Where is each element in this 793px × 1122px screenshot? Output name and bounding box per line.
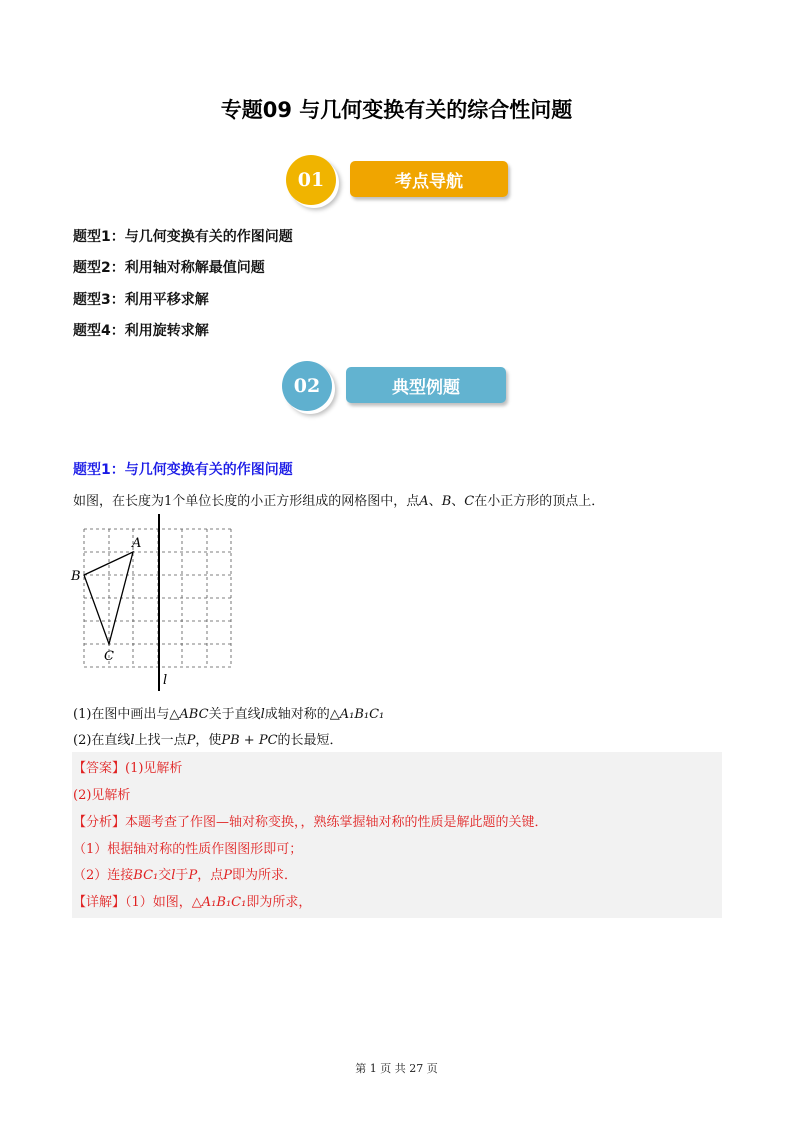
text: (2)在直线	[73, 733, 131, 748]
point-label: B	[441, 494, 452, 509]
page-footer: 第 1 页 共 27 页	[355, 1062, 438, 1075]
label-a: A	[132, 536, 142, 551]
analysis-line: （1）根据轴对称的性质作图图形即可；	[73, 842, 303, 857]
text: 本题考查了作图—轴对称变换，，熟练掌握轴对称的性质是解此题的关键．	[125, 815, 548, 830]
text: 的长最短．	[277, 733, 343, 748]
text: 、	[451, 494, 465, 509]
point-label: A	[419, 494, 429, 509]
toc-item: 题型2：利用轴对称解最值问题	[73, 260, 265, 276]
badge-number: 02	[282, 361, 332, 411]
text: ，点	[197, 868, 224, 883]
page-title: 专题09 与几何变换有关的综合性问题	[220, 98, 573, 122]
question-1	[73, 703, 384, 722]
text: 即为所求．	[231, 868, 297, 883]
toc-item: 题型4：利用旋转求解	[73, 323, 209, 339]
grid-lines	[84, 529, 231, 667]
math: BC₁	[133, 868, 159, 883]
toc-item: 题型1：与几何变换有关的作图问题	[73, 229, 293, 245]
math: P	[188, 868, 198, 883]
label-l: l	[163, 673, 168, 688]
math: PB + PC	[221, 733, 278, 748]
math: P	[186, 733, 196, 748]
analysis-line	[73, 811, 548, 830]
text: 于	[175, 868, 189, 883]
badge-label: 典型例题	[346, 367, 506, 403]
detail-tag: 【详解】	[73, 895, 126, 910]
math: l	[260, 707, 265, 722]
question-2	[73, 729, 343, 748]
text: ，使	[195, 733, 222, 748]
text: 上找一点	[134, 733, 187, 748]
analysis-tag: 【分析】	[73, 815, 126, 830]
math: l	[130, 733, 135, 748]
text: 、	[428, 494, 442, 509]
answer-line	[73, 757, 182, 776]
answer-tag: 【答案】	[73, 761, 126, 776]
math: ABC	[179, 707, 209, 722]
text: （1）如图，△	[125, 895, 202, 910]
toc-item: 题型3：利用平移求解	[73, 292, 209, 308]
section-heading: 题型1：与几何变换有关的作图问题	[73, 462, 293, 478]
label-c: C	[104, 649, 114, 664]
grid-figure	[70, 512, 245, 694]
detail-line	[73, 891, 311, 910]
text: 交	[158, 868, 172, 883]
label-b: B	[71, 569, 81, 584]
text: 即为所求，	[246, 895, 312, 910]
math: A₁B₁C₁	[201, 895, 247, 910]
answer-line: (2)见解析	[73, 788, 131, 803]
text: 如图，在长度为1个单位长度的小正方形组成的网格图中，点	[73, 494, 420, 509]
text: 成轴对称的△	[264, 707, 340, 722]
text: 关于直线	[208, 707, 261, 722]
analysis-line	[73, 864, 297, 883]
math: A₁B₁C₁	[339, 707, 385, 722]
badge-number: 01	[286, 155, 336, 205]
text: （2）连接	[73, 868, 134, 883]
text: (1)在图中画出与△	[73, 707, 180, 722]
point-label: C	[464, 494, 475, 509]
math: P	[223, 868, 232, 883]
text: (1)见解析	[125, 761, 183, 776]
math: l	[171, 868, 176, 883]
text: 在小正方形的顶点上．	[474, 494, 605, 509]
badge-label: 考点导航	[350, 161, 508, 197]
problem-intro	[73, 490, 604, 509]
